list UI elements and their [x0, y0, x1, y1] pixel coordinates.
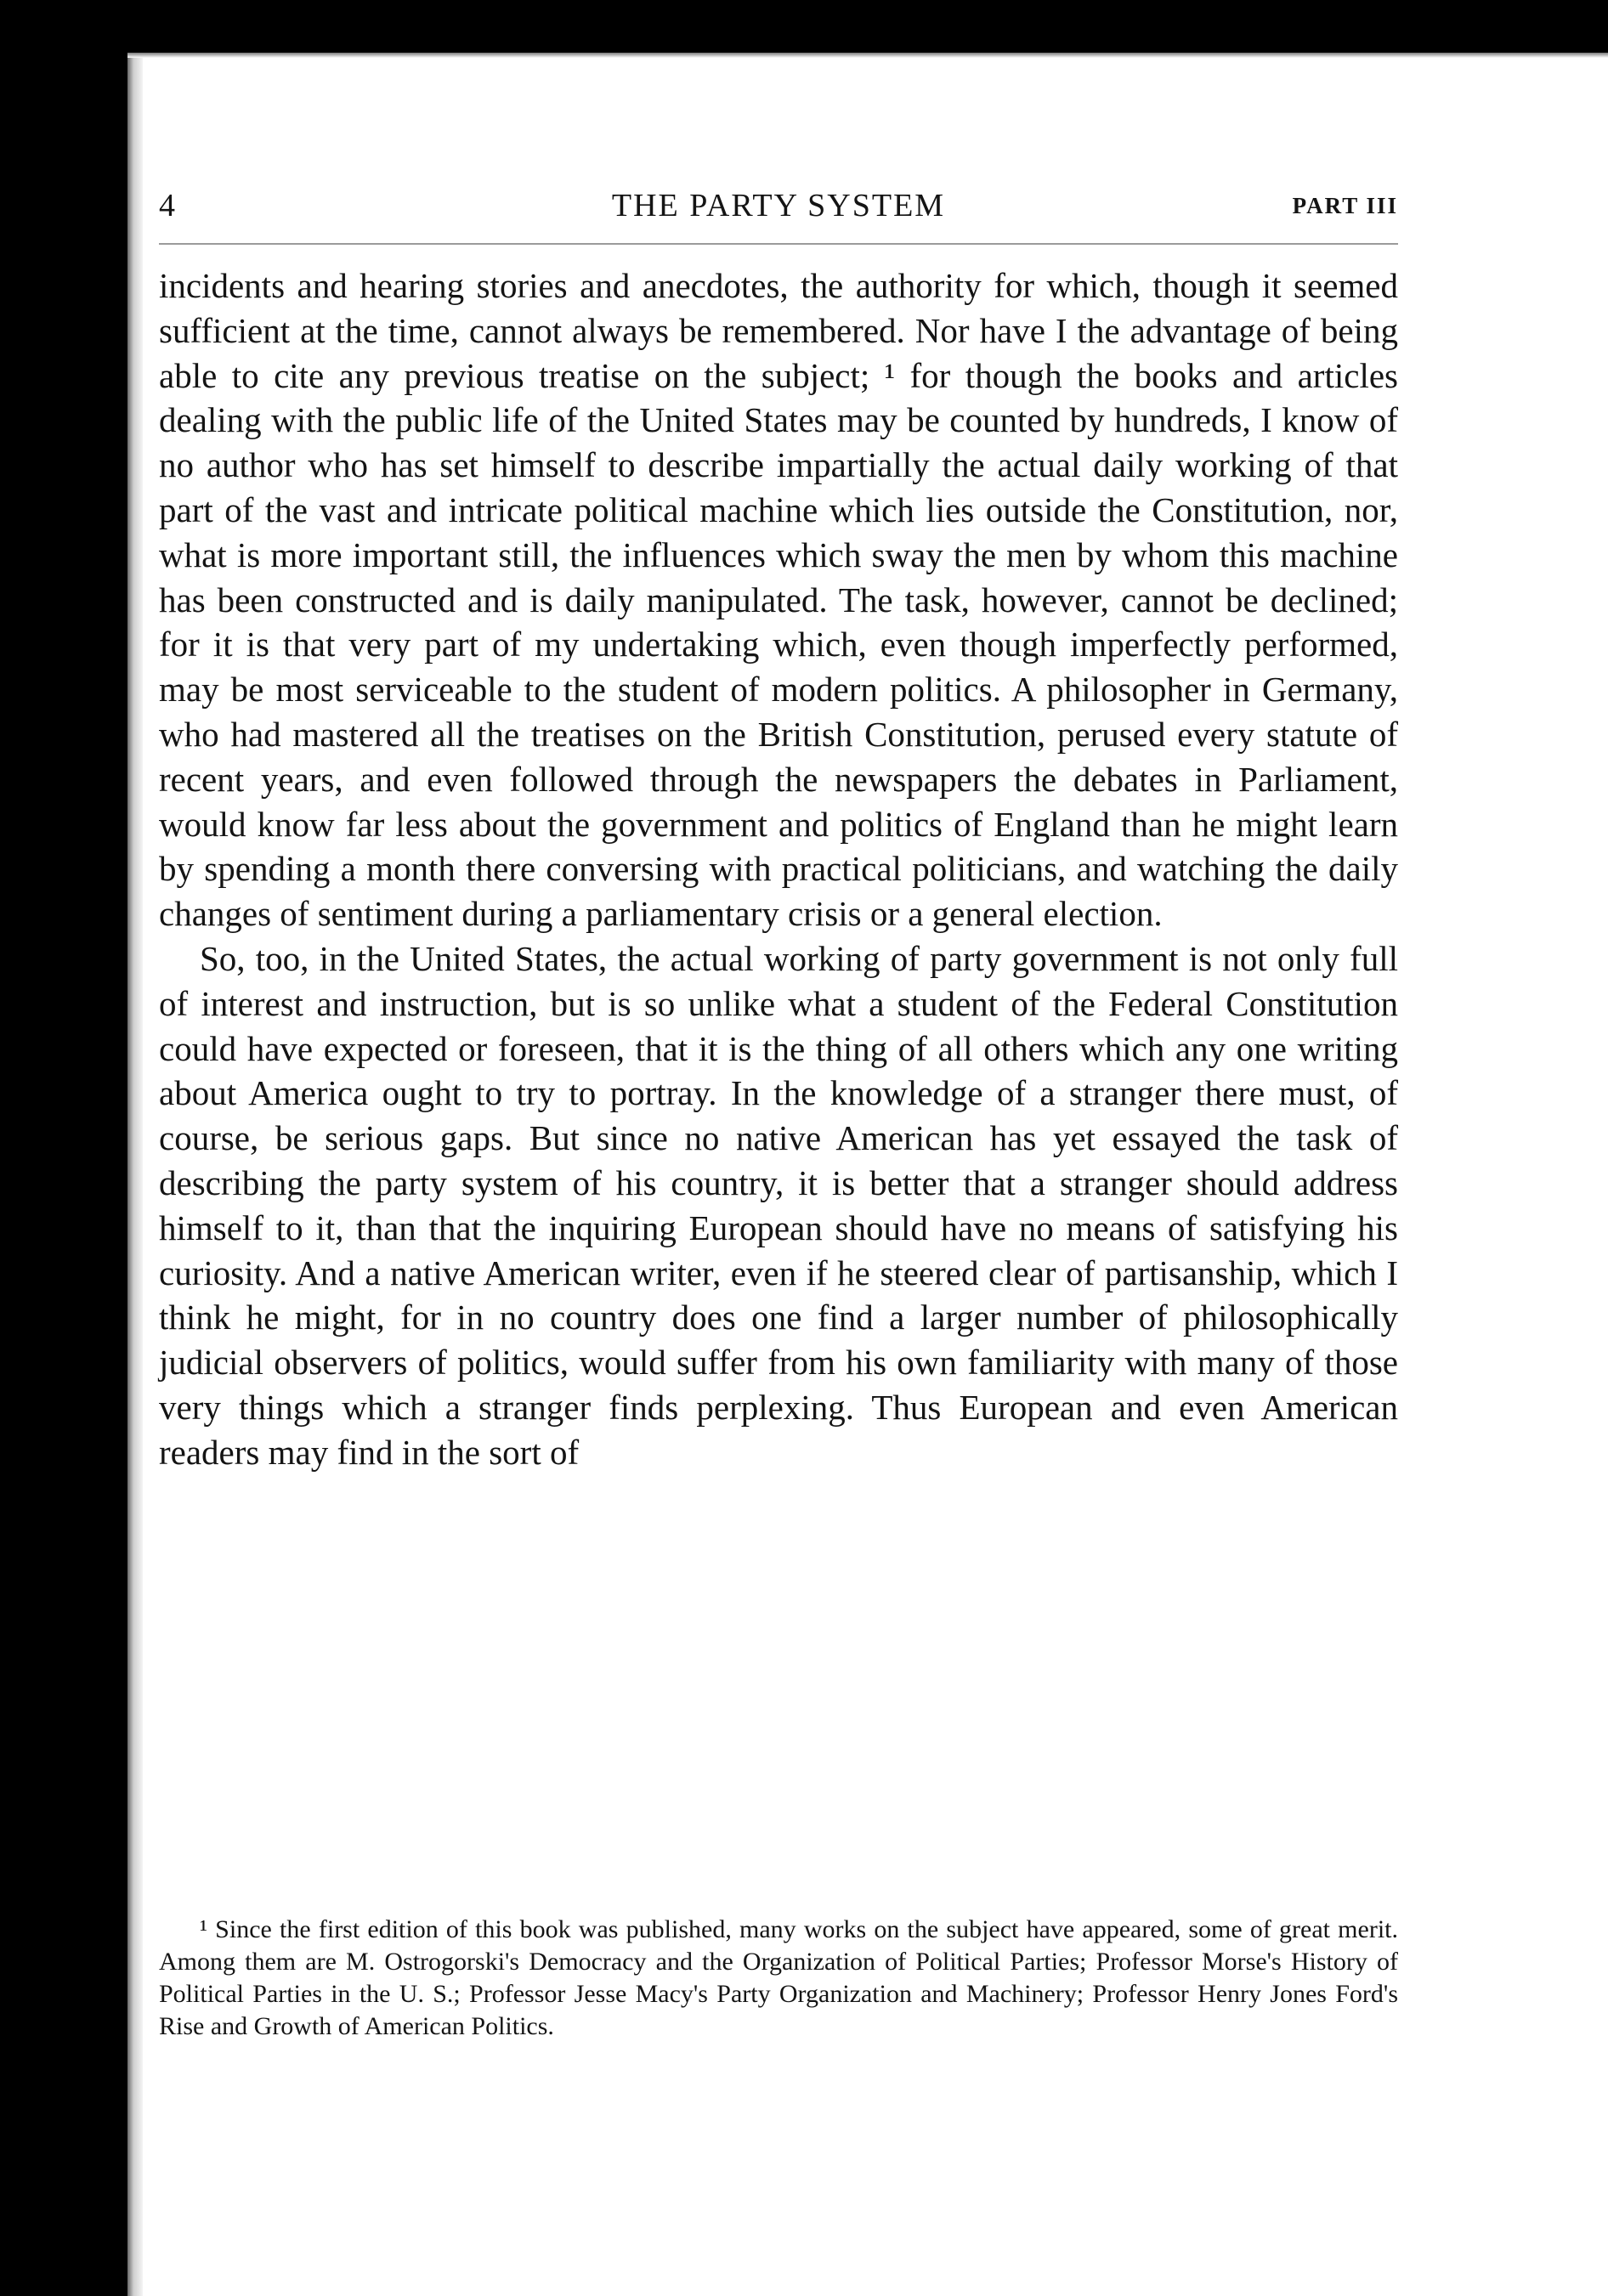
body-text — [159, 263, 1398, 1475]
running-head — [159, 180, 1398, 231]
footnote: ¹ Since the first edition of this book was published, many works on the subject have appeared, some of great merit. Among them are M. Ostrogorski's Democracy and the Organization of Political Parties; Professor Morse's History of Political Parties in the U. S.; Professor Jesse Macy's Party Organization and Machinery; Professor Henry Jones Ford's Rise and Growth of American Politics. — [159, 1915, 1398, 2040]
binding-shadow — [127, 53, 143, 2296]
paragraph-2: So, too, in the United States, the actual working of party government is not only full of interest and instruction, but is so unlike what a student of the Federal Constitution could have expected or foreseen, that it is the thing of all others which any one writing about America ought to try to portray. In the knowledge of a stranger there must, of course, be serious gaps. But since no native American has yet essayed the task of describing the party system of his country, it is better that a stranger should address himself to it, than that the inquiring European should have no means of satisfying his curiosity. And a native American writer, even if he steered clear of partisanship, which I think he might, for in no country does one find a larger number of philosophically judicial observers of politics, would suffer from his own familiarity with many of those very things which a stranger finds perplexing. Thus European and even American readers may find in the sort of — [159, 938, 1398, 1472]
header-rule — [159, 243, 1398, 245]
running-title: THE PARTY SYSTEM — [611, 188, 946, 223]
page-number: 4 — [159, 188, 175, 223]
paragraph-1: incidents and hearing stories and anecdotes, the authority for which, though it seemed sufficient at the time, cannot always be remembered. Nor have I the advantage of being able to cite any previous treatise on the subject; ¹ for though the books and articles dealing with the public life of the United States may be counted by hundreds, I know of no author who has set himself to describe impartially the actual daily working of that part of the vast and intricate political machine which lies outside the Constitution, nor, what is more important still, the influences which sway the men by whom this machine has been constructed and is daily manipulated. The task, however, cannot be declined; for it is that very part of my undertaking which, even though imperfectly performed, may be most serviceable to the student of modern politics. A philosopher in Germany, who had mastered all the treatises on the British Constitution, perused every statute of recent years, and even followed through the newspapers the debates in Parliament, would know far less about the government and politics of England than he might learn by spending a month there conversing with practical politicians, and watching the daily changes of sentiment during a parliamentary crisis or a general election. — [159, 266, 1398, 934]
part-label: PART III — [1292, 193, 1398, 218]
page-top-edge — [127, 53, 1608, 58]
